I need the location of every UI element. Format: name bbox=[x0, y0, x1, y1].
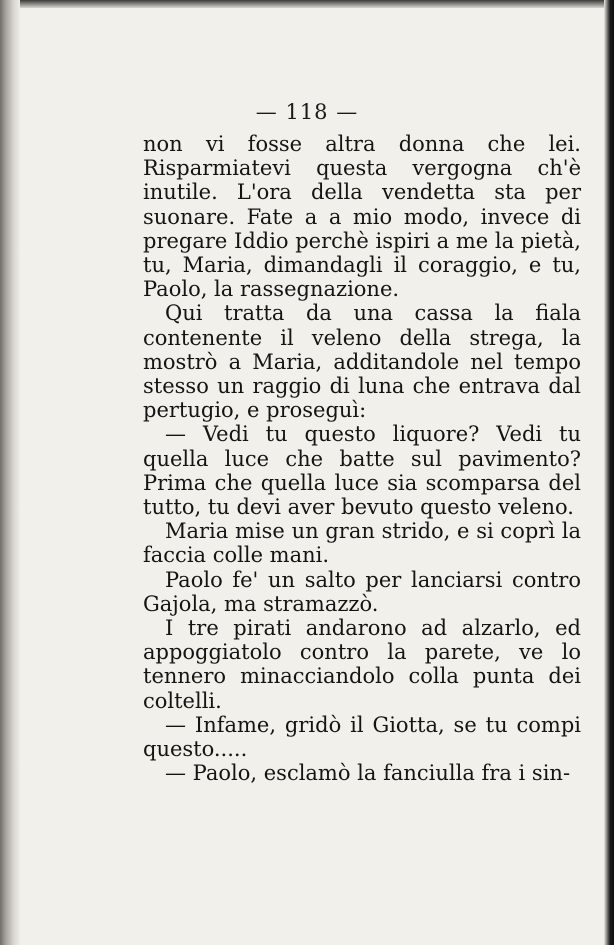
body-text bbox=[143, 132, 581, 785]
paragraph: Paolo fe' un salto per lanciarsi contro Gajola, ma stramazzò. bbox=[143, 567, 581, 616]
paragraph: I tre pirati andarono ad alzarlo, ed appoggiatolo contro la parete, ve lo tennero minacciandolo colla punta dei coltelli. bbox=[143, 616, 581, 713]
paragraph: — Infame, gridò il Giotta, se tu compi questo..... bbox=[143, 712, 581, 762]
page-binding-edge bbox=[0, 0, 20, 945]
page-top-shadow bbox=[0, 0, 614, 8]
page-number: — 118 — bbox=[255, 100, 359, 124]
paragraph: — Vedi tu questo liquore? Vedi tu quella luce che batte sul pavimento? Prima che quella luce sia scomparsa del tutto, tu devi aver bevuto questo veleno. bbox=[143, 422, 581, 520]
page-right-shadow bbox=[604, 0, 614, 945]
paragraph: non vi fosse altra donna che lei. Risparmiatevi questa vergogna ch'è inutile. L'ora della vendetta sta per suonare. Fate a a mio modo, invece di pregare Iddio perchè ispiri a me la pietà, tu, Maria, dimandagli il coraggio, e tu, Paolo, la rassegnazione. bbox=[143, 132, 581, 302]
paragraph: Maria mise un gran strido, e si coprì la faccia colle mani. bbox=[143, 519, 581, 568]
paragraph: Qui tratta da una cassa la fiala contenente il veleno della strega, la mostrò a Maria, additandole nel tempo stesso un raggio di luna che entrava dal pertugio, e proseguì: bbox=[143, 301, 581, 423]
paragraph: — Paolo, esclamò la fanciulla fra i sin- bbox=[165, 761, 571, 786]
